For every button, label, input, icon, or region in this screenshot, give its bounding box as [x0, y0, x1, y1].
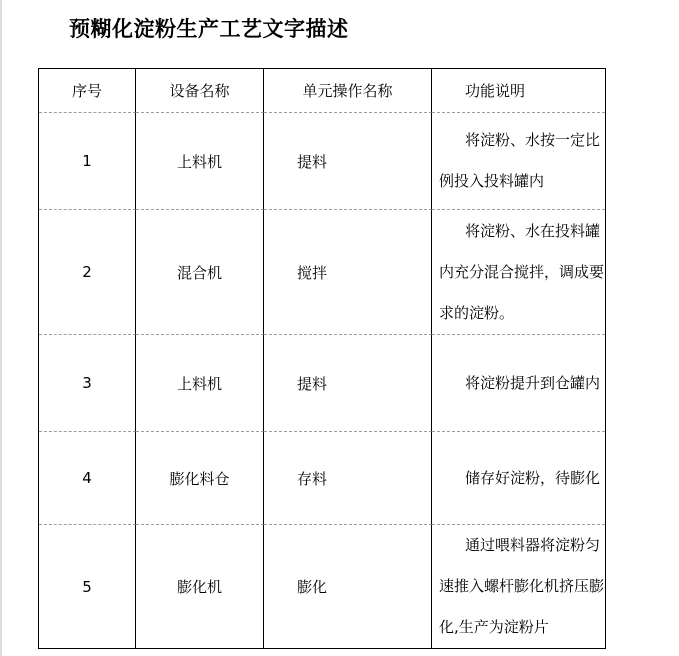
cell-operation-name: 搅拌 [264, 210, 432, 335]
table-row [39, 335, 605, 432]
cell-operation-name: 提料 [264, 335, 432, 432]
column-header-device-name: 设备名称 [136, 69, 264, 113]
function-description-text: 将淀粉提升到仓罐内 [465, 373, 601, 392]
table-row [39, 210, 605, 335]
process-table [38, 68, 606, 649]
cell-device-name: 膨化料仓 [136, 432, 264, 525]
cell-function-description [432, 525, 605, 648]
function-description-text: 将淀粉、水在投料罐内充分混合搅拌，调成要求的淀粉。 [439, 221, 605, 322]
cell-function-description [432, 432, 605, 525]
page-edge-line [0, 0, 2, 656]
table-row [39, 525, 605, 648]
cell-operation-name: 提料 [264, 113, 432, 210]
cell-operation-name: 膨化 [264, 525, 432, 648]
column-header-serial-number: 序号 [39, 69, 136, 113]
table-header-row [39, 69, 605, 113]
column-header-function-description: 功能说明 [432, 69, 605, 113]
cell-serial-number: 4 [39, 432, 136, 525]
cell-device-name: 混合机 [136, 210, 264, 335]
page-title: 预糊化淀粉生产工艺文字描述 [69, 17, 349, 41]
function-description-text: 将淀粉、水按一定比例投入投料罐内 [439, 131, 601, 190]
cell-serial-number: 5 [39, 525, 136, 648]
column-header-operation-name: 单元操作名称 [264, 69, 432, 113]
cell-device-name: 上料机 [136, 335, 264, 432]
cell-function-description [432, 210, 605, 335]
cell-device-name: 膨化机 [136, 525, 264, 648]
table-row [39, 432, 605, 525]
cell-device-name: 上料机 [136, 113, 264, 210]
cell-function-description [432, 113, 605, 210]
function-description-text: 通过喂料器将淀粉匀速推入螺杆膨化机挤压膨化,生产为淀粉片 [439, 536, 605, 636]
cell-function-description [432, 335, 605, 432]
cell-serial-number: 2 [39, 210, 136, 335]
cell-serial-number: 1 [39, 113, 136, 210]
cell-serial-number: 3 [39, 335, 136, 432]
table-row [39, 113, 605, 210]
function-description-text: 储存好淀粉，待膨化 [465, 468, 601, 487]
cell-operation-name: 存料 [264, 432, 432, 525]
